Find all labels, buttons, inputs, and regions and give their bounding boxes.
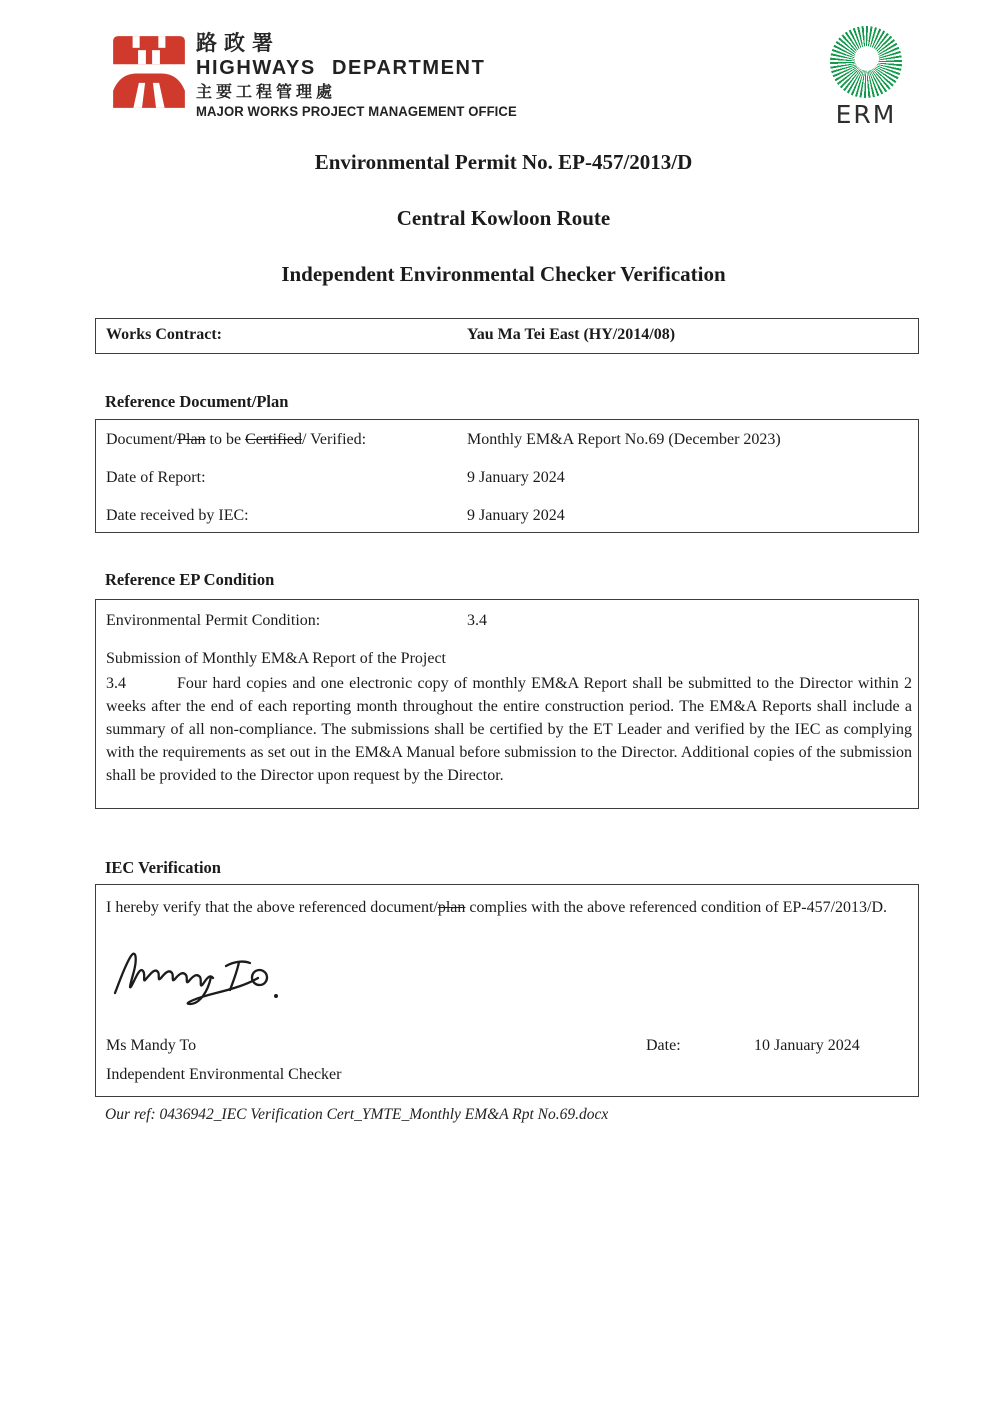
struck-word-plan: Plan [177,431,206,448]
ep-condition-clause [106,672,912,787]
verification-statement: I hereby verify that the above referenced document/plan complies with the above referenced condition of EP-457/2013/D. [106,899,888,916]
signer-name: Ms Mandy To [106,1037,197,1054]
header-department-block [196,33,527,119]
signer-title: Independent Environmental Checker [106,1066,342,1083]
department-name-chinese: 路政署 [196,31,280,55]
date-received-label: Date received by IEC: [106,507,249,524]
project-title: Central Kowloon Route [396,206,611,230]
clause-number: 3.4 [106,675,126,692]
signature-dot [274,994,278,998]
ep-condition-title: Submission of Monthly EM&A Report of the Project [106,650,446,667]
reference-ep-condition-box [95,599,919,809]
works-contract-box [95,318,919,354]
erm-sunburst-icon [830,26,902,98]
erm-logo [826,26,906,129]
ep-condition-label: Environmental Permit Condition: [106,612,321,629]
highways-department-logo-icon [110,32,188,112]
document-to-be-verified-value: Monthly EM&A Report No.69 (December 2023) [467,431,781,448]
reference-ep-condition-heading: Reference EP Condition [105,570,275,589]
our-ref-line: Our ref: 0436942_IEC Verification Cert_YMTE_Monthly EM&A Rpt No.69.docx [105,1106,609,1123]
works-contract-label: Works Contract: [106,326,222,343]
iec-verification-box [95,884,919,1097]
ep-condition-value: 3.4 [467,612,487,629]
office-name-english: MAJOR WORKS PROJECT MANAGEMENT OFFICE [196,104,517,119]
office-name-chinese: 主要工程管理處 [196,82,337,101]
signature-image [110,947,286,1011]
struck-word-certified: Certified [245,431,302,448]
document-type-title: Independent Environmental Checker Verification [281,262,726,286]
date-value: 10 January 2024 [754,1037,860,1054]
reference-document-heading: Reference Document/Plan [105,392,289,411]
permit-number-title: Environmental Permit No. EP-457/2013/D [314,150,693,174]
department-name-english: HIGHWAYS DEPARTMENT [196,57,486,79]
date-received-value: 9 January 2024 [467,507,565,524]
document-to-be-verified-label: Document/Plan to be Certified/ Verified: [106,431,367,448]
signer-row [106,1037,910,1055]
date-of-report-label: Date of Report: [106,469,206,486]
clause-text: Four hard copies and one electronic copy of monthly EM&A Report shall be submitted to the Director within 2 weeks after the end of each reporting month throughout the entire construction period. The EM&A Reports shall include a summary of all non-compliance. The submissions shall be certified by the ET Leader and verified by the IEC as complying with the requirements as set out in the EM&A Manual before submission to the Director. Additional copies of the submission shall be provided to the Director upon request by the Director. [106,675,912,784]
works-contract-value: Yau Ma Tei East (HY/2014/08) [467,326,676,343]
date-of-report-value: 9 January 2024 [467,469,565,486]
struck-word-plan-2: plan [437,899,466,916]
iec-verification-heading: IEC Verification [105,858,221,877]
reference-document-box [95,419,919,533]
erm-logo-label: ERM [835,100,897,129]
date-label: Date: [646,1037,681,1054]
